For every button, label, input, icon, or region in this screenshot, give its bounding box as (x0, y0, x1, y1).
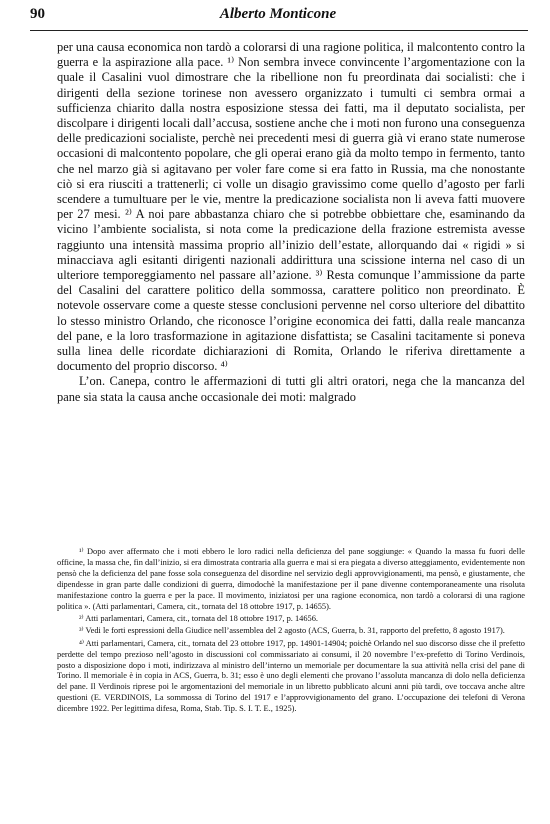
footnote: ¹⁾ Dopo aver affermato che i moti ebbero le loro radici nella deficienza del pane soggiunge: « Quando la massa fu fuori delle officine, la massa che, fin dall’inizio, si era dimostrata contraria alla guerra e mai si era piegata a diverso atteggiamento, evidentemente non pensò che la deficienza del pane fosse sola conseguenza del disordine nel servizio degli approvvigionamenti, ma pensò, e giustamente, che dipendesse in gran parte dalle condizioni di guerra, dimodochè la manifestazione per il pane divenne contemporaneamente una risoluta manifestazione contro la guerra e per la pace. Il movimento, iniziatosi per una ragione economica, non tardò a colorarsi di una ragione politica ». (Atti parlamentari, Camera, cit., tornata del 18 ottobre 1917, p. 14655). (57, 547, 525, 611)
footnote: ²⁾ Atti parlamentari, Camera, cit., tornata del 18 ottobre 1917, p. 14656. (79, 613, 319, 623)
page-number: 90 (30, 6, 45, 22)
body-paragraph: per una causa economica non tardò a colorarsi di una ragione politica, il malcontento contro la guerra e la aspirazione alla pace. ¹⁾ Non sembra invece convincente l’argomentazione con la quale il Casalini vuol dimostrare che la ribellione non fu preordinata dai socialisti: che i dirigenti della sezione torinese non avessero organizzato i tumulti ci sembra ormai a sufficienza chiarito dalla nostra esposizione stessa dei fatti, ma il deputato socialista, per discolpare i dirigenti locali dall’accusa, sostiene anche che i moti non furono una conseguenza delle predicazioni socialiste, perchè nei precedenti mesi di guerra già vi erano state numerose occasioni di malcontento popolare, che gli operai erano già da molto tempo in fermento, tanto che nel marzo già si agitavano per voler fare come si era fatto in Russia, ma che nonostante ciò si era riusciti a trattenerli; ci volle un disagio gravissimo come quello d’agosto per farli scendere a tumultuare per le vie, mentre la predicazione socialista non li aveva fatti muovere per 27 mesi. ²⁾ A noi pare abbastanza chiaro che si potrebbe obbiettare che, esaminando da vicino l’ambiente socialista, si nota come la predicazione della frazione estremista avesse raggiunto una intensità massima proprio all’inizio dell’estate, allorquando dai « rigidi » si minacciava agli esitanti dirigenti nazionali addirittura una scissione interna nel caso di un ulteriore temporeggiamento nel passare all’azione. ³⁾ Resta comunque l’ammissione da parte del Casalini del carattere politico della sommossa, carattere politico non preordinato. È notevole osservare come a queste stesse conclusioni pervenne nel corso ulteriore del dibattito lo stesso ministro Orlando, che riconosce l’origine economica dei fatti, dalla reale mancanza del pane, e la loro trasformazione in agitazione disfattista; se Casalini tacitamente si poneva sulla linea delle ricordate dichiarazioni di Romita, Orlando le riferiva direttamente a documento del proprio discorso. ⁴⁾ (57, 40, 525, 374)
footnote: ³⁾ Vedi le forti espressioni della Giudice nell’assemblea del 2 agosto (ACS, Guerra, b. 31, rapporto del prefetto, 8 agosto 1917). (79, 626, 505, 636)
page-header (30, 6, 526, 30)
header-rule (30, 30, 528, 31)
footnote: ⁴⁾ Atti parlamentari, Camera, cit., tornata del 23 ottobre 1917, pp. 14901-14904; poichè Orlando nel suo discorso disse che il prefetto perdette del tempo prezioso nell’agosto in discussioni col commissariato ai consumi, il 20 novembre l’ex-prefetto di Torino Verdinois, posto a disposizione dopo i moti, indirizzava al ministro dell’interno un memoriale per documentare la sua attività nella crisi del pane di Torino. Il memoriale è in copia in ACS, Guerra, b. 31; esso è uno degli elementi che provano l’assoluta mancanza di dolo nella deficienza del pane. Il Verdinois riprese poi le argomentazioni del memoriale in un libretto pubblicato alcuni anni più tardi, ove toccava anche altre questioni (E. VERDINOIS, La sommossa di Torino del 1917 e l’approvvigionamento del grano. L’occupazione dei telefoni di Verona dicembre 1922. Per legittima difesa, Roma, Stab. Tip. S. I. T. E., 1925). (57, 638, 525, 714)
running-title: Alberto Monticone (219, 6, 337, 22)
body-paragraph: L’on. Canepa, contro le affermazioni di tutti gli altri oratori, nega che la mancanza del pane sia stata la causa anche occasionale dei moti: malgrado (57, 374, 525, 404)
body-text (57, 40, 525, 405)
footnotes (57, 547, 525, 717)
